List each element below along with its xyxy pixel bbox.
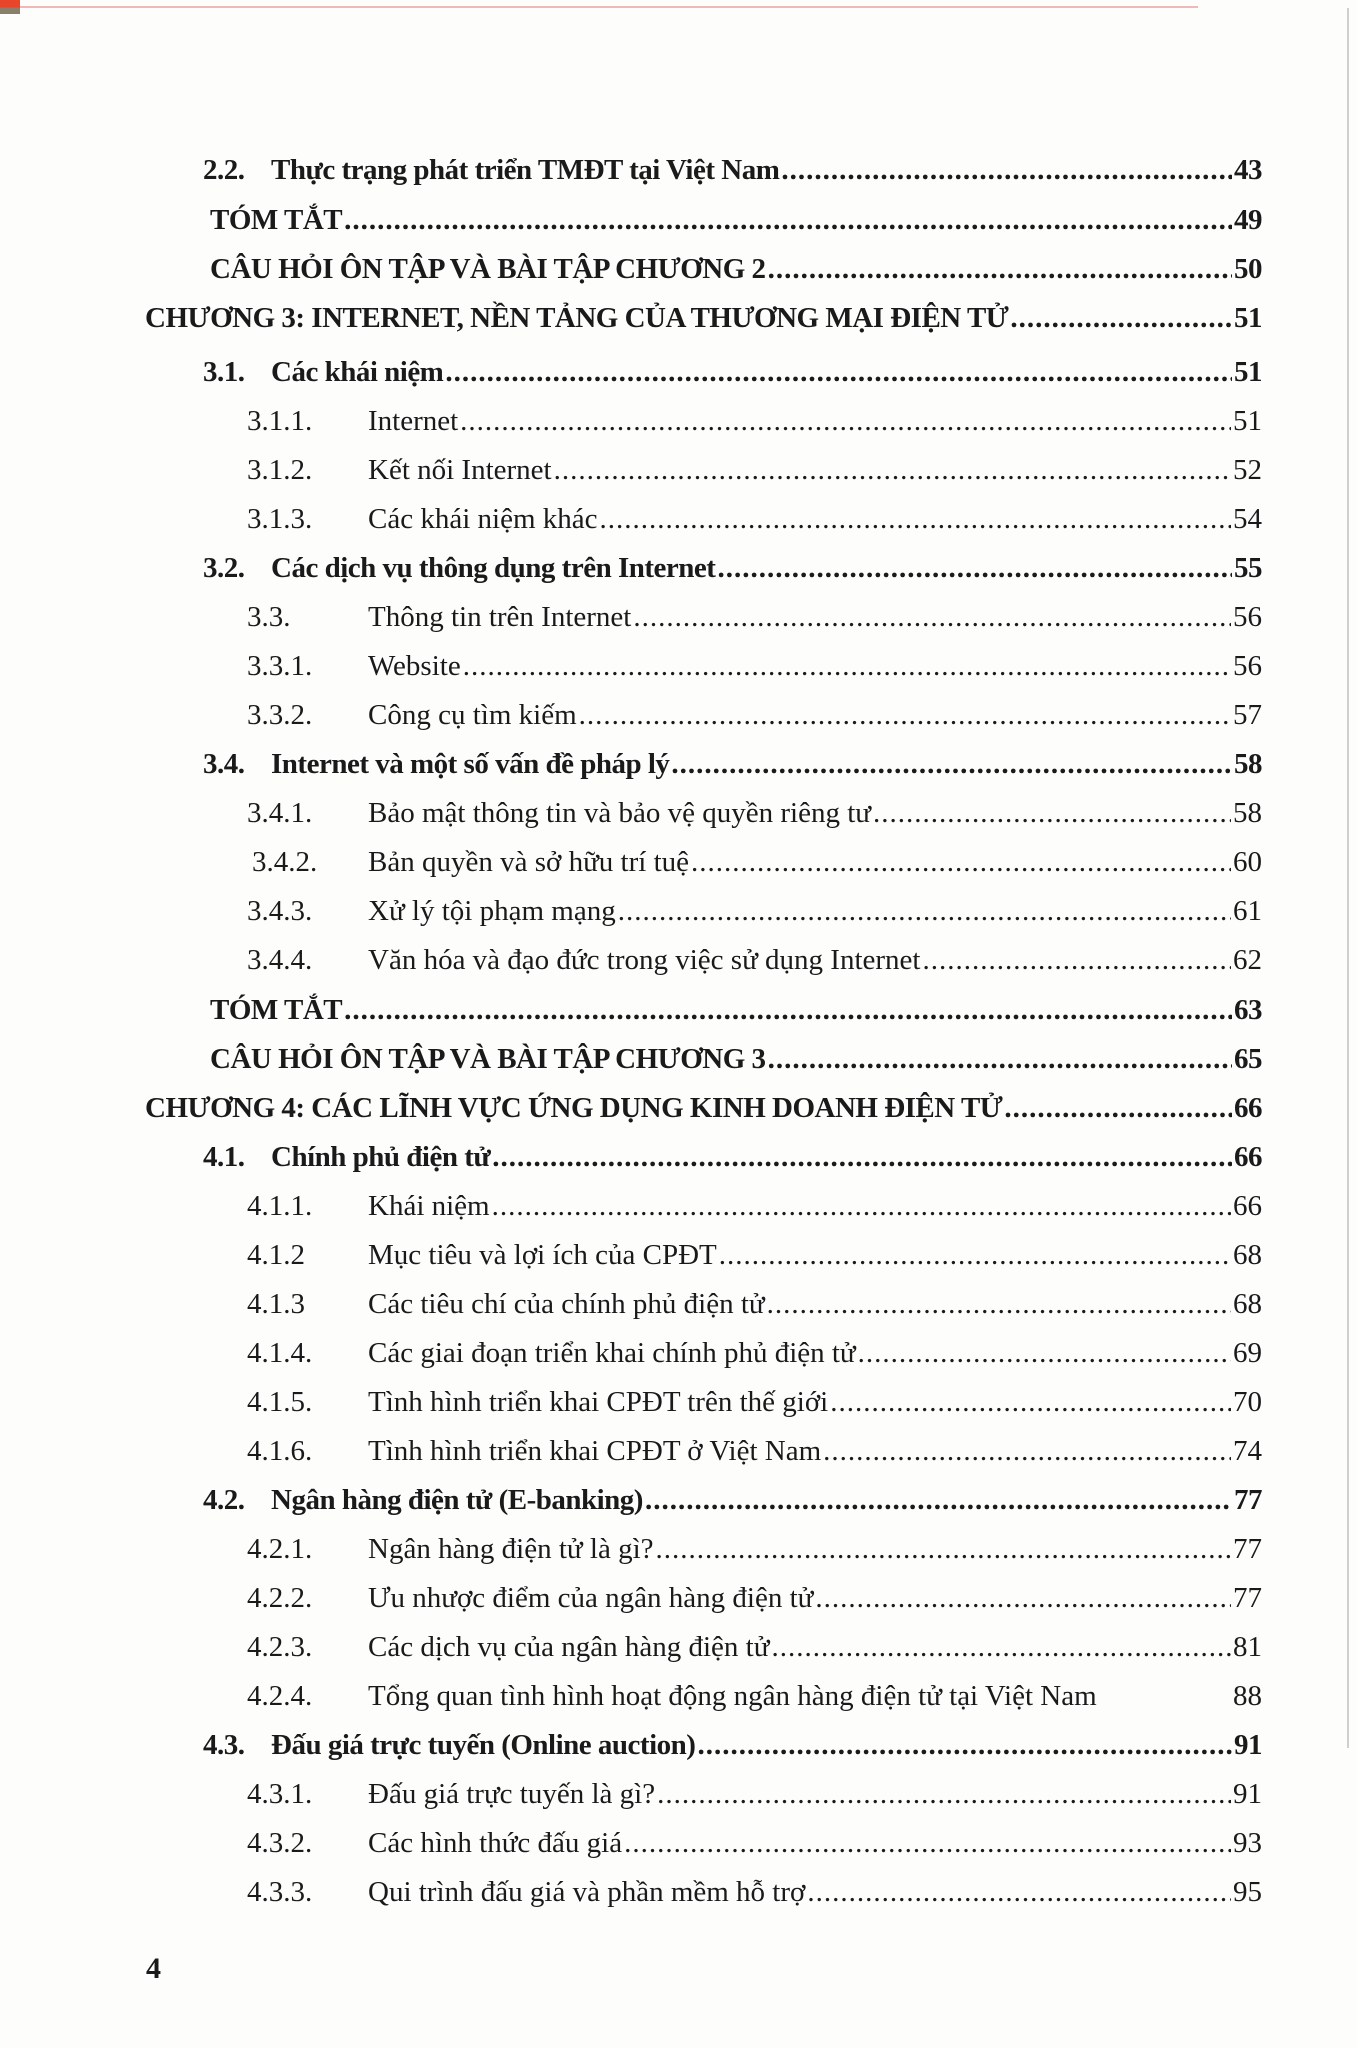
toc-entry-page: 93 — [1233, 1827, 1262, 1859]
toc-entry-title: Internet và một số vấn đề pháp lý — [271, 748, 670, 780]
toc-entry — [247, 595, 1262, 639]
toc-entry — [247, 1184, 1262, 1228]
dot-leader — [815, 1576, 1231, 1620]
toc-entry-title: CÂU HỎI ÔN TẬP VÀ BÀI TẬP CHƯƠNG 2 — [210, 253, 766, 285]
toc-entry-page: 91 — [1233, 1778, 1262, 1810]
dot-leader — [624, 1821, 1231, 1865]
toc-entry-title: Các khái niệm khác — [368, 503, 598, 535]
toc-entry — [247, 1821, 1262, 1865]
toc-entry-number: 3.3.1. — [247, 650, 313, 682]
toc-entry — [247, 1870, 1262, 1914]
toc-entry-number: 3.3. — [247, 601, 291, 633]
toc-entry-title: Qui trình đấu giá và phần mềm hỗ trợ — [368, 1876, 806, 1908]
toc-entry — [247, 791, 1262, 835]
toc-entry-number: 4.2.3. — [247, 1631, 313, 1663]
dot-leader — [633, 595, 1231, 639]
toc-entry-page: 58 — [1233, 797, 1262, 829]
dot-leader — [768, 247, 1232, 291]
toc-entry-number: 3.1.3. — [247, 503, 313, 535]
toc-entry-number: 4.1.4. — [247, 1337, 313, 1369]
toc-entry-page: 69 — [1233, 1337, 1262, 1369]
toc-entry — [210, 198, 1262, 242]
toc-entry-title: Ngân hàng điện tử là gì? — [368, 1533, 654, 1565]
toc-entry — [210, 247, 1262, 291]
toc-entry-page: 81 — [1233, 1631, 1262, 1663]
toc-entry-page: 56 — [1233, 650, 1262, 682]
toc-entry-page: 57 — [1233, 699, 1262, 731]
toc-entry — [247, 1772, 1262, 1816]
toc-entry-number: 3.4. — [203, 748, 245, 780]
dot-leader — [554, 448, 1231, 492]
toc-entry — [247, 1576, 1262, 1620]
toc-entry — [247, 1282, 1262, 1326]
toc-entry-number: 3.3.2. — [247, 699, 313, 731]
toc-entry-page: 62 — [1233, 944, 1262, 976]
dot-leader — [873, 791, 1231, 835]
toc-entry-title: Internet — [368, 405, 459, 437]
toc-entry-page: 55 — [1234, 552, 1262, 584]
toc-entry-title: Công cụ tìm kiếm — [368, 699, 577, 731]
toc-entry-page: 65 — [1234, 1043, 1262, 1075]
toc-entry — [210, 1037, 1262, 1081]
toc-entry-page: 50 — [1234, 253, 1262, 285]
toc-entry-title: Đấu giá trực tuyến (Online auction) — [271, 1729, 696, 1761]
toc-entry-page: 52 — [1233, 454, 1262, 486]
toc-entry-title: Các dịch vụ của ngân hàng điện tử — [368, 1631, 770, 1663]
toc-entry-title: Website — [368, 650, 461, 682]
page-right-edge — [1347, 8, 1349, 1748]
toc-entry-title: Các hình thức đấu giá — [368, 1827, 623, 1859]
dot-leader — [823, 1429, 1231, 1473]
toc-entry — [203, 1135, 1262, 1179]
toc-entry-page: 49 — [1234, 204, 1262, 236]
dot-leader — [771, 1625, 1231, 1669]
toc-entry-page: 70 — [1233, 1386, 1262, 1418]
toc-entry — [252, 840, 1262, 884]
toc-entry-number: 3.4.3. — [247, 895, 313, 927]
dot-leader — [656, 1527, 1232, 1571]
toc-entry-page: 88 — [1233, 1680, 1262, 1712]
toc-entry-page: 77 — [1233, 1582, 1262, 1614]
toc-entry — [203, 148, 1262, 192]
page-number: 4 — [146, 1952, 161, 1985]
toc-entry-title: Thông tin trên Internet — [368, 601, 632, 633]
toc-entry-number: 3.1. — [203, 356, 245, 388]
dot-leader — [460, 399, 1231, 443]
dot-leader — [922, 938, 1231, 982]
toc-entry — [203, 1723, 1262, 1767]
toc-entry-number: 4.1.5. — [247, 1386, 313, 1418]
toc-entry-title: Các giai đoạn triển khai chính phủ điện tử — [368, 1337, 856, 1369]
toc-entry — [247, 1331, 1262, 1375]
toc-entry — [247, 399, 1262, 443]
toc-entry-title: Các dịch vụ thông dụng trên Internet — [271, 552, 716, 584]
dot-leader — [1004, 1086, 1232, 1130]
toc-entry-title: Xử lý tội phạm mạng — [368, 895, 616, 927]
toc-entry-title: Mục tiêu và lợi ích của CPĐT — [368, 1239, 717, 1271]
toc-entry — [203, 350, 1262, 394]
dot-leader — [492, 1184, 1231, 1228]
toc-entry-title: Bản quyền và sở hữu trí tuệ — [368, 846, 689, 878]
toc-entry-number: 4.1. — [203, 1141, 245, 1173]
toc-entry-number: 3.4.4. — [247, 944, 313, 976]
toc-entry-number: 4.2.2. — [247, 1582, 313, 1614]
toc-entry-number: 4.3. — [203, 1729, 245, 1761]
dot-leader — [600, 497, 1232, 541]
toc-entry — [247, 889, 1262, 933]
toc-entry-page: 43 — [1234, 154, 1262, 186]
toc-entry-number: 4.2. — [203, 1484, 245, 1516]
toc-entry-page: 66 — [1234, 1092, 1262, 1124]
toc-entry-title: CHƯƠNG 3: INTERNET, NỀN TẢNG CỦA THƯƠNG MẠI ĐIỆN TỬ — [145, 302, 1009, 334]
dot-leader — [445, 350, 1232, 394]
toc-entry — [203, 546, 1262, 590]
toc-entry — [247, 1380, 1262, 1424]
toc-entry — [247, 497, 1262, 541]
toc-entry-page: 66 — [1234, 1141, 1262, 1173]
dot-leader — [717, 546, 1232, 590]
toc-entry-number: 4.1.1. — [247, 1190, 313, 1222]
toc-entry-title: CHƯƠNG 4: CÁC LĨNH VỰC ỨNG DỤNG KINH DOANH ĐIỆN TỬ — [145, 1092, 1003, 1124]
dot-leader — [768, 1037, 1232, 1081]
dot-leader — [697, 1723, 1232, 1767]
toc-entry-page: 60 — [1233, 846, 1262, 878]
toc-entry-number: 4.3.1. — [247, 1778, 313, 1810]
toc-entry-page: 63 — [1234, 994, 1262, 1026]
toc-entry-title: Ngân hàng điện tử (E-banking) — [271, 1484, 643, 1516]
toc-entry — [247, 1674, 1262, 1718]
dot-leader — [858, 1331, 1231, 1375]
toc-entry-page: 66 — [1233, 1190, 1262, 1222]
toc-entry-number: 4.1.3 — [247, 1288, 305, 1320]
toc-entry — [203, 742, 1262, 786]
dot-leader — [344, 198, 1232, 242]
toc-entry — [247, 938, 1262, 982]
dot-leader — [657, 1772, 1231, 1816]
toc-entry-title: Khái niệm — [368, 1190, 490, 1222]
dot-leader — [645, 1478, 1232, 1522]
dot-leader — [691, 840, 1231, 884]
toc-entry — [247, 448, 1262, 492]
toc-entry-page: 54 — [1233, 503, 1262, 535]
toc-entry-number: 4.1.6. — [247, 1435, 313, 1467]
toc-entry-title: TÓM TẮT — [210, 204, 343, 236]
toc-entry-number: 4.1.2 — [247, 1239, 305, 1271]
toc-entry-title: Chính phủ điện tử — [271, 1141, 491, 1173]
toc-entry-page: 77 — [1233, 1533, 1262, 1565]
toc-entry-page: 51 — [1233, 405, 1262, 437]
toc-entry-number: 4.3.3. — [247, 1876, 313, 1908]
dot-leader — [579, 693, 1231, 737]
toc-entry-page: 51 — [1234, 302, 1262, 334]
dot-leader — [463, 644, 1231, 688]
toc-entry-page: 51 — [1234, 356, 1262, 388]
toc-entry-title: Thực trạng phát triển TMĐT tại Việt Nam — [271, 154, 780, 186]
toc-entry — [203, 1478, 1262, 1522]
dot-leader — [719, 1233, 1231, 1277]
toc-entry — [247, 693, 1262, 737]
toc-entry-title: CÂU HỎI ÔN TẬP VÀ BÀI TẬP CHƯƠNG 3 — [210, 1043, 766, 1075]
toc-entry-page: 74 — [1233, 1435, 1262, 1467]
toc-entry — [247, 1527, 1262, 1571]
toc-entry-page: 58 — [1234, 748, 1262, 780]
dot-leader — [492, 1135, 1232, 1179]
page-top-edge — [20, 6, 1198, 8]
dot-leader — [1010, 296, 1232, 340]
toc-entry-title: Các khái niệm — [271, 356, 444, 388]
toc-entry-title: Kết nối Internet — [368, 454, 552, 486]
toc-entry-page: 95 — [1233, 1876, 1262, 1908]
dot-leader — [671, 742, 1232, 786]
toc-entry-page: 61 — [1233, 895, 1262, 927]
toc-entry-title: Tổng quan tình hình hoạt động ngân hàng điện tử tại Việt Nam — [368, 1680, 1097, 1712]
toc-entry-number: 3.1.2. — [247, 454, 313, 486]
toc-entry-number: 4.2.4. — [247, 1680, 313, 1712]
toc-entry-page: 68 — [1233, 1239, 1262, 1271]
toc-entry-title: Đấu giá trực tuyến là gì? — [368, 1778, 656, 1810]
toc-entry-title: Tình hình triển khai CPĐT ở Việt Nam — [368, 1435, 822, 1467]
toc-entry — [247, 1429, 1262, 1473]
dot-leader — [781, 148, 1232, 192]
dot-leader — [830, 1380, 1231, 1424]
toc-entry — [247, 644, 1262, 688]
toc-entry — [247, 1233, 1262, 1277]
scan-corner-mark — [0, 0, 20, 14]
toc-entry-page: 77 — [1234, 1484, 1262, 1516]
toc-entry-number: 3.4.1. — [247, 797, 313, 829]
toc-entry-page: 56 — [1233, 601, 1262, 633]
toc-entry-title: Ưu nhược điểm của ngân hàng điện tử — [368, 1582, 814, 1614]
toc-entry-number: 4.3.2. — [247, 1827, 313, 1859]
toc-entry — [145, 1086, 1262, 1130]
dot-leader — [767, 1282, 1231, 1326]
toc-entry-title: TÓM TẮT — [210, 994, 343, 1026]
toc-entry-number: 3.2. — [203, 552, 245, 584]
toc-entry-title: Bảo mật thông tin và bảo vệ quyền riêng tư — [368, 797, 871, 829]
toc-entry — [145, 296, 1262, 340]
toc-entry — [247, 1625, 1262, 1669]
toc-entry-number: 3.1.1. — [247, 405, 313, 437]
toc-entry-page: 68 — [1233, 1288, 1262, 1320]
toc-entry-number: 3.4.2. — [252, 846, 318, 878]
toc-entry — [210, 988, 1262, 1032]
dot-leader — [618, 889, 1231, 933]
dot-leader — [807, 1870, 1231, 1914]
toc-entry-page: 91 — [1234, 1729, 1262, 1761]
toc-entry-title: Tình hình triển khai CPĐT trên thế giới — [368, 1386, 829, 1418]
dot-leader — [344, 988, 1232, 1032]
toc-entry-number: 2.2. — [203, 154, 245, 186]
toc-entry-title: Văn hóa và đạo đức trong việc sử dụng Internet — [368, 944, 921, 976]
toc-entry-title: Các tiêu chí của chính phủ điện tử — [368, 1288, 765, 1320]
toc-entry-number: 4.2.1. — [247, 1533, 313, 1565]
